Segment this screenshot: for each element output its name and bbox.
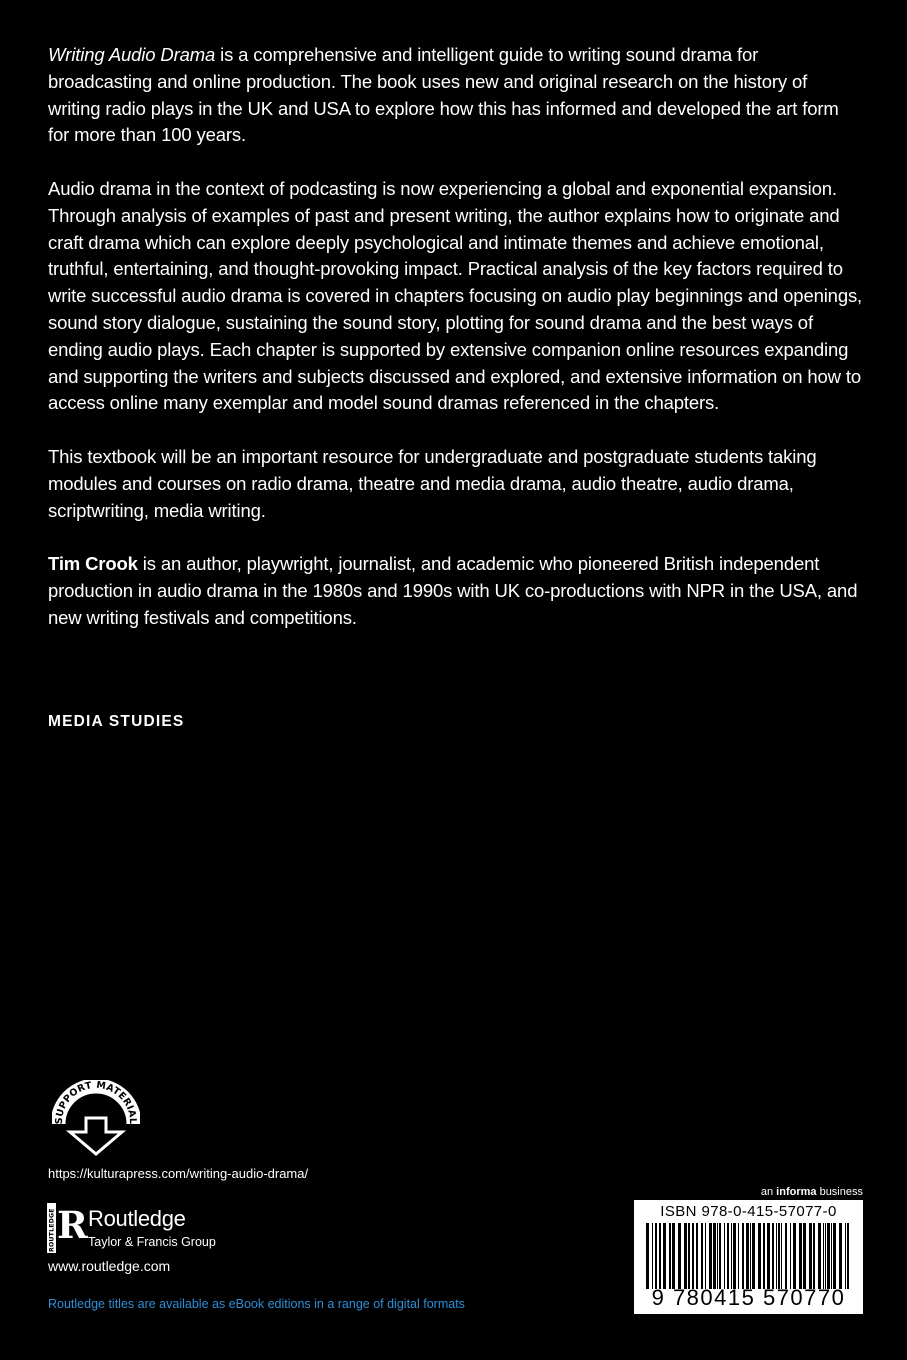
barcode-bar	[847, 1223, 849, 1289]
barcode-bar	[696, 1223, 698, 1289]
barcode-bar	[738, 1223, 739, 1289]
barcode-bars	[644, 1223, 853, 1289]
barcode-bar	[767, 1223, 770, 1289]
barcode-bar	[790, 1223, 791, 1289]
barcode-bar	[752, 1223, 755, 1289]
barcode-bar	[724, 1223, 725, 1289]
barcode-bar	[793, 1223, 796, 1289]
barcode-bar	[831, 1223, 832, 1289]
barcode-bar	[713, 1223, 716, 1289]
barcode-bar	[731, 1223, 732, 1289]
barcode-bar	[742, 1223, 744, 1289]
blurb-paragraph-intro	[48, 42, 863, 149]
blurb-paragraph-audience: This textbook will be an important resource for undergraduate and postgraduate students taking modules and courses on radio drama, theatre and media drama, audio theatre, audio drama, scriptwriting, media writing.	[48, 445, 817, 521]
barcode-bar	[772, 1223, 774, 1289]
publisher-name: Routledge	[88, 1206, 186, 1231]
barcode-bar	[845, 1223, 846, 1289]
barcode-bar	[758, 1223, 761, 1289]
barcode-bar	[833, 1223, 836, 1289]
informa-business-tag	[761, 1186, 863, 1198]
barcode-bar	[750, 1223, 751, 1289]
ebook-availability-note: Routledge titles are available as eBook editions in a range of digital formats	[48, 1297, 465, 1311]
support-material-label: SUPPORT MATERIAL	[53, 1080, 139, 1125]
barcode-bar	[692, 1223, 694, 1289]
barcode-bar	[781, 1223, 782, 1289]
barcode-bar	[778, 1223, 780, 1289]
barcode-bar	[809, 1223, 812, 1289]
publisher-website[interactable]: www.routledge.com	[48, 1258, 171, 1274]
publisher-group: Taylor & Francis Group	[88, 1235, 216, 1249]
barcode-bar	[659, 1223, 661, 1289]
barcode-bar	[813, 1223, 815, 1289]
barcode-bar	[839, 1223, 842, 1289]
isbn-barcode	[634, 1200, 863, 1314]
barcode-bar	[719, 1223, 721, 1289]
support-material-badge	[52, 1080, 140, 1158]
support-url[interactable]: https://kulturapress.com/writing-audio-drama/	[48, 1166, 309, 1181]
intro-text: is a comprehensive and intelligent guide to writing sound drama for broadcasting and online production. The book uses new and original research on the history of writing radio plays in the UK and USA to explore how this has informed and developed the art form for more than 100 years.	[48, 44, 839, 146]
subject-category: MEDIA STUDIES	[48, 713, 185, 730]
barcode-bar	[776, 1223, 777, 1289]
isbn-label: ISBN 978-0-415-57077-0	[660, 1203, 837, 1220]
download-arrow-icon	[70, 1118, 122, 1154]
routledge-logo-icon	[46, 1202, 88, 1254]
barcode-bar	[652, 1223, 653, 1289]
barcode-bar	[705, 1223, 706, 1289]
publisher-logo-block	[46, 1202, 286, 1256]
barcode-bar	[803, 1223, 806, 1289]
barcode-bar	[669, 1223, 671, 1289]
barcode-bar	[823, 1223, 824, 1289]
barcode-bar	[678, 1223, 681, 1289]
routledge-logo-letter: R	[57, 1203, 88, 1247]
barcode-bar	[818, 1223, 821, 1289]
barcode-bar	[688, 1223, 690, 1289]
barcode-bar	[727, 1223, 729, 1289]
barcode-bar	[646, 1223, 649, 1289]
book-title: Writing Audio Drama	[48, 44, 216, 65]
barcode-bar	[655, 1223, 657, 1289]
informa-prefix: an	[760, 1186, 777, 1198]
blurb-paragraph-description: Audio drama in the context of podcasting is now experiencing a global and exponential expansion. Through analysis of examples of past and present writing, the author explains how to originate and craft drama which can explore deeply psychological and intimate themes and achieve emotional, truthful, entertaining, and thought-provoking impact. Practical analysis of the key factors required to write successful audio drama is covered in chapters focusing on audio play beginnings and openings, sound story dialogue, sustaining the sound story, plotting for sound drama and the best ways of ending audio plays. Each chapter is supported by extensive companion online resources expanding and supporting the writers and subjects discussed and explored, and extensive information on how to access online many exemplar and model sound dramas referenced in the chapters.	[48, 177, 863, 414]
author-bio-text: is an author, playwright, journalist, and academic who pioneered British independent production in audio drama in the 1980s and 1990s with UK co-productions with NPR in the USA, and new writing festivals and competitions.	[48, 553, 858, 628]
barcode-digits: 9 780415 570770	[651, 1285, 846, 1310]
back-cover-blurb	[48, 42, 863, 632]
barcode-bar	[733, 1223, 736, 1289]
barcode-bar	[827, 1223, 830, 1289]
barcode-bar	[799, 1223, 802, 1289]
barcode-bar	[672, 1223, 675, 1289]
informa-suffix: business	[816, 1186, 863, 1198]
barcode-bar	[763, 1223, 765, 1289]
routledge-vertical-text: ROUTLEDGE	[48, 1208, 56, 1252]
barcode-bar	[825, 1223, 826, 1289]
informa-brand: informa	[776, 1186, 817, 1198]
barcode-bar	[684, 1223, 687, 1289]
barcode-bar	[709, 1223, 712, 1289]
author-bio	[48, 551, 863, 631]
barcode-bar	[785, 1223, 787, 1289]
author-name: Tim Crook	[48, 553, 138, 575]
barcode-bar	[701, 1223, 703, 1289]
barcode-bar	[663, 1223, 666, 1289]
barcode-bar	[717, 1223, 718, 1289]
barcode-bar	[746, 1223, 749, 1289]
